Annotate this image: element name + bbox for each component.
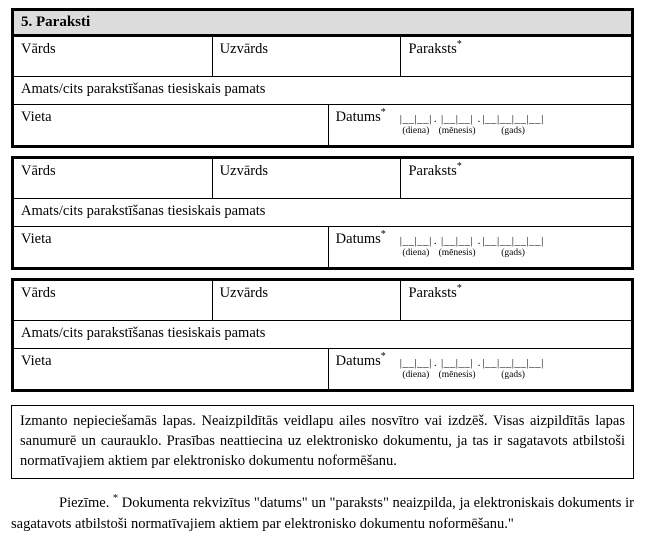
position-field: Amats/cits parakstīšanas tiesiskais pamats — [21, 325, 266, 341]
date-year-blank: |__|__|__|__| — [482, 113, 544, 125]
date-year-blank: |__|__|__|__| — [482, 235, 544, 247]
date-separator: . — [477, 113, 481, 125]
date-label-wrap — [336, 108, 386, 126]
place-field: Vieta — [14, 105, 329, 145]
date-field — [329, 349, 631, 389]
footnote-paragraph — [11, 493, 634, 534]
signature-block-1 — [11, 8, 634, 148]
date-field — [329, 227, 631, 267]
position-row — [14, 77, 631, 105]
names-row — [14, 159, 631, 199]
date-label: Datums — [335, 109, 381, 125]
surname-field: Uzvārds — [213, 159, 402, 198]
date-year-group — [482, 236, 544, 258]
date-day-group — [400, 358, 432, 380]
date-separator: . — [477, 235, 481, 247]
date-year-label: (gads) — [501, 125, 525, 136]
signature-label: Paraksts — [408, 285, 457, 301]
signature-asterisk: * — [456, 283, 462, 295]
place-field: Vieta — [14, 349, 329, 389]
date-day-label: (diena) — [402, 125, 430, 136]
date-day-group — [400, 114, 432, 136]
date-month-group — [439, 114, 476, 136]
date-blank — [400, 358, 544, 380]
date-day-label: (diena) — [402, 247, 430, 258]
date-month-label: (mēnesis) — [438, 247, 476, 258]
place-date-row — [14, 227, 631, 267]
date-year-label: (gads) — [501, 369, 525, 380]
signature-label: Paraksts — [408, 41, 457, 57]
place-date-row — [14, 105, 631, 145]
names-row — [14, 37, 631, 77]
date-day-blank: |__|__| — [399, 113, 432, 125]
position-field: Amats/cits parakstīšanas tiesiskais pamats — [21, 81, 266, 97]
surname-field: Uzvārds — [213, 37, 402, 76]
signature-field — [401, 37, 631, 76]
instructions-note-box: Izmanto nepieciešamās lapas. Neaizpildītās veidlapu ailes nosvītro vai izdzēš. Visas aizpildītās lapas sanumurē un caurauklo. Prasības neattiecina uz elektronisko dokumentu, ja tas ir sagatavots atbilstoši normatīvajiem aktiem par elektronisko dokumentu noformēšanu. — [11, 405, 634, 479]
date-label: Datums — [335, 231, 381, 247]
signature-label: Paraksts — [408, 163, 457, 179]
date-day-blank: |__|__| — [399, 357, 432, 369]
date-month-label: (mēnesis) — [438, 369, 476, 380]
position-row — [14, 199, 631, 227]
date-separator: . — [433, 235, 437, 247]
date-field — [329, 105, 631, 145]
date-label: Datums — [335, 353, 381, 369]
date-year-group — [482, 114, 544, 136]
place-date-row — [14, 349, 631, 389]
place-field: Vieta — [14, 227, 329, 267]
names-row — [14, 281, 631, 321]
signature-field — [401, 159, 631, 198]
date-month-blank: |__|__| — [441, 357, 474, 369]
date-asterisk: * — [380, 351, 386, 363]
date-asterisk: * — [380, 107, 386, 119]
name-field: Vārds — [14, 37, 213, 76]
surname-field: Uzvārds — [213, 281, 402, 320]
date-month-group — [439, 236, 476, 258]
signature-asterisk: * — [456, 39, 462, 51]
signature-field — [401, 281, 631, 320]
date-day-label: (diena) — [402, 369, 430, 380]
date-month-group — [439, 358, 476, 380]
date-separator: . — [477, 357, 481, 369]
date-month-blank: |__|__| — [441, 113, 474, 125]
date-blank — [400, 236, 544, 258]
footnote-text: Dokumenta rekvizītus "datums" un "paraksts" neaizpilda, ja elektroniskais dokuments ir sagatavots atbilstoši normatīvajiem aktiem par elektronisko dokumentu noformēšanu." — [11, 495, 634, 532]
date-blank — [400, 114, 544, 136]
date-day-group — [400, 236, 432, 258]
signature-block-3 — [11, 278, 634, 392]
footnote-prefix: Piezīme. — [59, 495, 110, 511]
date-year-blank: |__|__|__|__| — [482, 357, 544, 369]
signature-block-2 — [11, 156, 634, 270]
name-field: Vārds — [14, 281, 213, 320]
position-row — [14, 321, 631, 349]
date-year-label: (gads) — [501, 247, 525, 258]
date-month-blank: |__|__| — [441, 235, 474, 247]
date-month-label: (mēnesis) — [438, 125, 476, 136]
date-year-group — [482, 358, 544, 380]
date-label-wrap — [336, 230, 386, 248]
date-separator: . — [433, 357, 437, 369]
date-separator: . — [433, 113, 437, 125]
section-header: 5. Paraksti — [14, 11, 631, 37]
position-field: Amats/cits parakstīšanas tiesiskais pamats — [21, 203, 266, 219]
date-label-wrap — [336, 352, 386, 370]
date-day-blank: |__|__| — [399, 235, 432, 247]
footnote-asterisk: * — [113, 493, 119, 505]
date-asterisk: * — [380, 229, 386, 241]
signature-asterisk: * — [456, 161, 462, 173]
name-field: Vārds — [14, 159, 213, 198]
